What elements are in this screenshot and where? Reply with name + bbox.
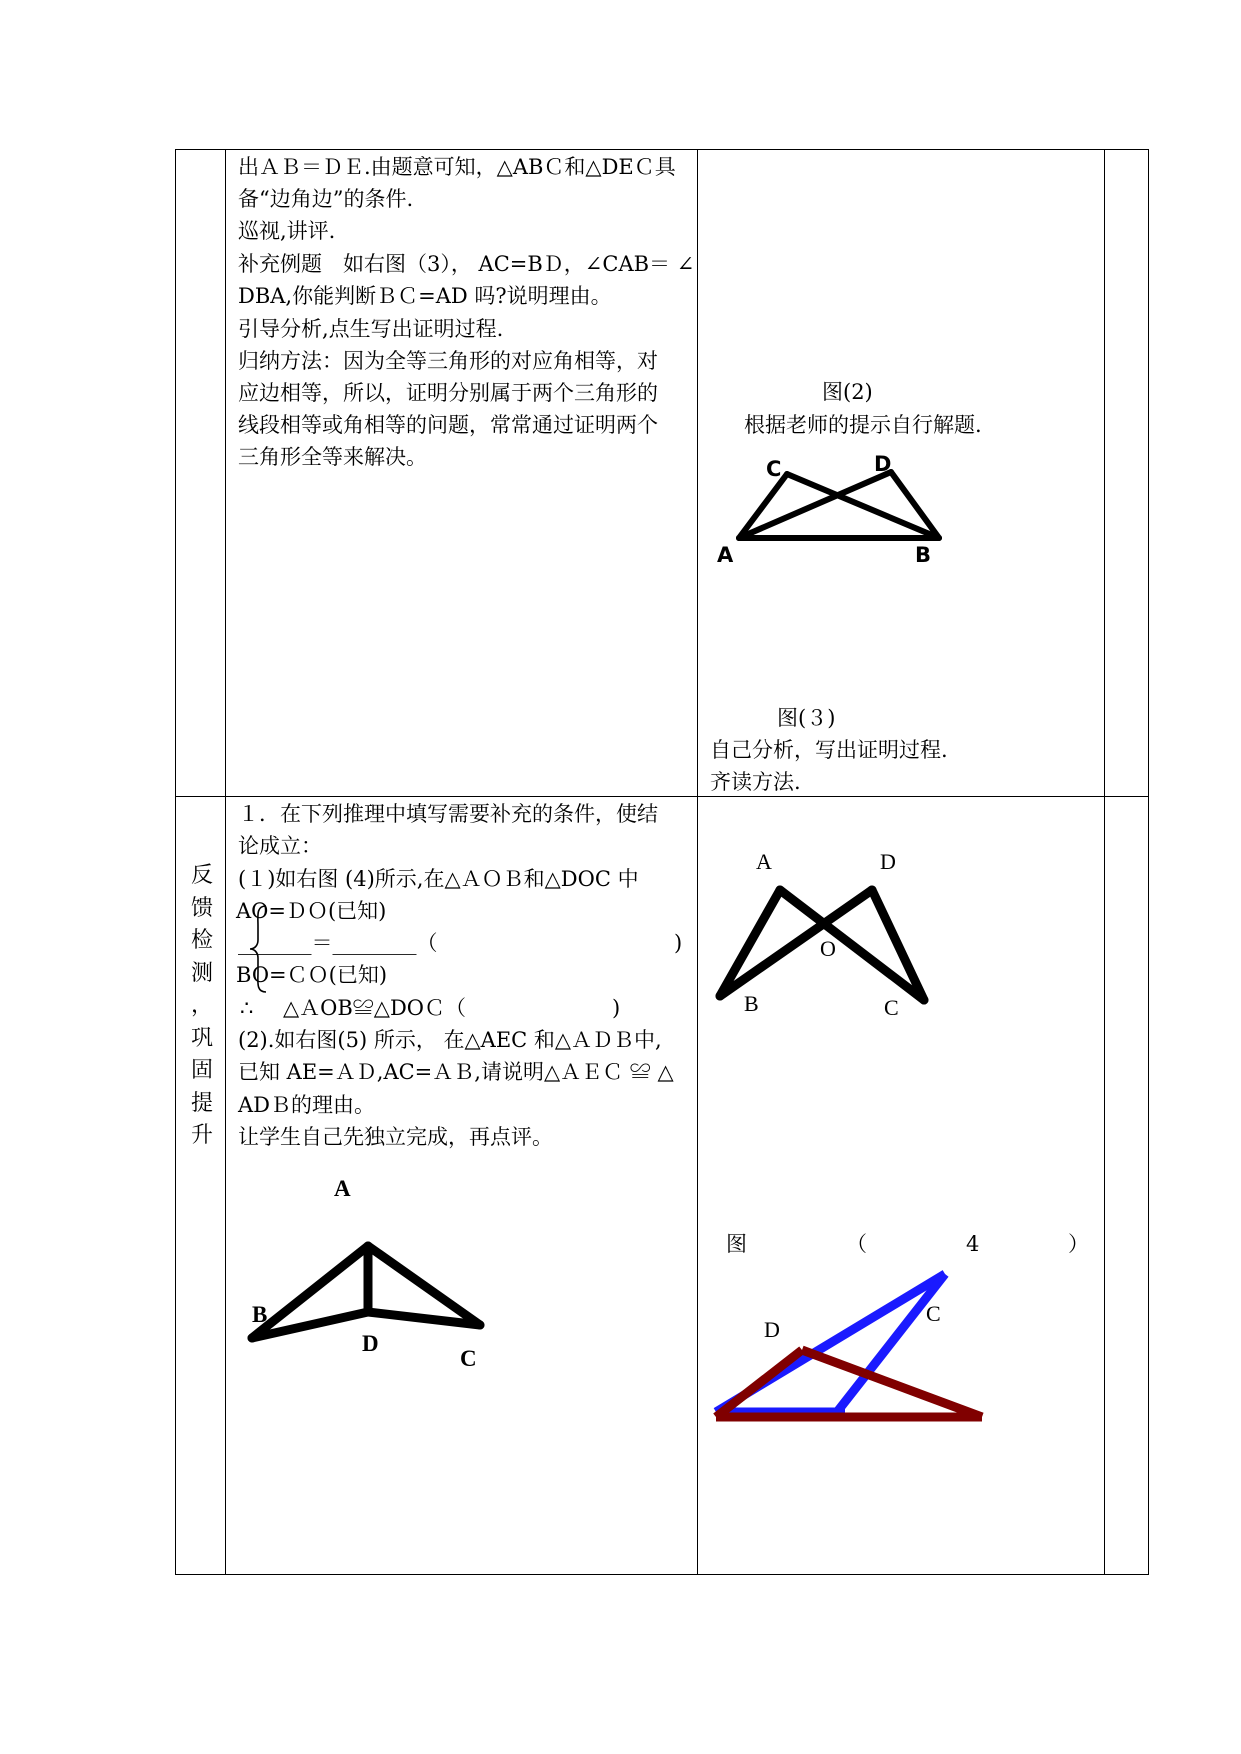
fig4-label-o: O — [820, 936, 836, 961]
table-right-border — [1148, 149, 1149, 1575]
fig4-caption-1: 图 — [726, 1232, 747, 1256]
fig4-caption-3: 4 — [966, 1232, 980, 1256]
figure-3-diagram — [700, 440, 960, 580]
fig4-label-b: B — [744, 991, 759, 1016]
text-line: _______＝________（ — [238, 931, 438, 955]
table-left-border — [175, 149, 176, 1575]
text-line: BO=ＣＯ(已知) — [236, 963, 388, 987]
table-bottom-border — [175, 1574, 1149, 1575]
text-line: 归纳方法：因为全等三角形的对应角相等，对 — [238, 349, 658, 373]
text-line: AO=ＤＯ(已知) — [236, 899, 387, 923]
figure-4-diagram — [700, 838, 960, 1018]
text-line: ) — [612, 996, 621, 1020]
fig3-caption: 图(３) — [777, 706, 836, 730]
fig3-label-b: B — [915, 543, 932, 567]
table-col-divider-3 — [1104, 149, 1105, 1575]
fig3-instruction-1: 自己分析，写出证明过程. — [710, 738, 948, 762]
text-line: 引导分析,点生写出证明过程. — [238, 317, 504, 341]
fig3-instruction-2: 齐读方法. — [710, 770, 801, 794]
text-line: 巡视,讲评. — [238, 219, 336, 243]
side-char: 检 — [190, 928, 213, 953]
fig4-label-d: D — [880, 849, 896, 874]
fig5-label-b: B — [252, 1302, 268, 1327]
text-line: (１)如右图 (4)所示,在△ＡＯＢ和△DOC 中 — [238, 867, 639, 891]
side-char: 提 — [190, 1090, 213, 1116]
fig2-instruction: 根据老师的提示自行解题. — [744, 413, 982, 437]
row2-section-label — [190, 860, 214, 1153]
side-char: 巩 — [190, 1025, 213, 1051]
text-line: 让学生自己先独立完成，再点评。 — [238, 1125, 553, 1149]
table-top-border — [175, 149, 1149, 150]
fig3-label-c: C — [766, 457, 782, 481]
text-line: 补充例题 如右图（3）， AC=BＤ，∠CAB＝ ∠ — [238, 252, 695, 276]
side-char: ， — [190, 993, 213, 1018]
side-char: 反 — [190, 863, 213, 888]
fig4-caption-2: （ — [846, 1232, 867, 1256]
table-col-divider-2 — [697, 149, 698, 1575]
fig3-label-d: D — [874, 452, 892, 476]
side-char: 固 — [190, 1058, 213, 1083]
text-line: ADＢ的理由。 — [238, 1093, 376, 1117]
fig5-label-a: A — [334, 1176, 351, 1201]
text-line: (2).如右图(5) 所示， 在△AEC 和△ＡＤＢ中, — [238, 1028, 662, 1052]
brace-symbol — [248, 904, 270, 994]
text-line: ∴ — [240, 996, 254, 1020]
table-row-divider — [175, 796, 1149, 797]
text-line: DBA,你能判断ＢＣ=AD 吗?说明理由。 — [238, 284, 612, 308]
text-line: 已知 AE=ＡＤ,AC=ＡＢ,请说明△ＡＥＣ ≌ △ — [238, 1060, 674, 1084]
text-line: 应边相等，所以，证明分别属于两个三角形的 — [238, 381, 658, 405]
fig4-label-c: C — [884, 995, 899, 1020]
fig3-label-a: A — [717, 543, 734, 567]
fig5-label-c: C — [460, 1346, 477, 1371]
table-col-divider-1 — [225, 149, 226, 1575]
figure-5-diagram — [240, 1172, 500, 1372]
side-char: 测 — [190, 960, 213, 986]
fig-colored-label-c: C — [926, 1301, 941, 1326]
fig2-caption: 图(2) — [822, 380, 873, 404]
side-char: 升 — [190, 1123, 213, 1148]
text-line: 出ＡＢ＝ＤＥ.由题意可知，△ABＣ和△DEＣ具 — [238, 155, 676, 179]
fig4-caption-4: ） — [1068, 1232, 1089, 1256]
fig4-label-a: A — [756, 849, 772, 874]
side-char: 馈 — [190, 895, 213, 921]
text-line: 三角形全等来解决。 — [238, 445, 427, 469]
figure-colored-diagram — [700, 1250, 1000, 1440]
text-line: 线段相等或角相等的问题，常常通过证明两个 — [238, 413, 658, 437]
text-line: 备“边角边”的条件. — [238, 187, 414, 211]
text-line: ) — [674, 931, 683, 955]
text-line: △ＡOB≌△DOＣ（ — [283, 996, 467, 1020]
text-line: 论成立： — [238, 834, 322, 858]
fig-colored-label-d: D — [764, 1317, 780, 1342]
fig5-label-d: D — [362, 1331, 379, 1356]
text-line: １．在下列推理中填写需要补充的条件，使结 — [238, 802, 658, 826]
